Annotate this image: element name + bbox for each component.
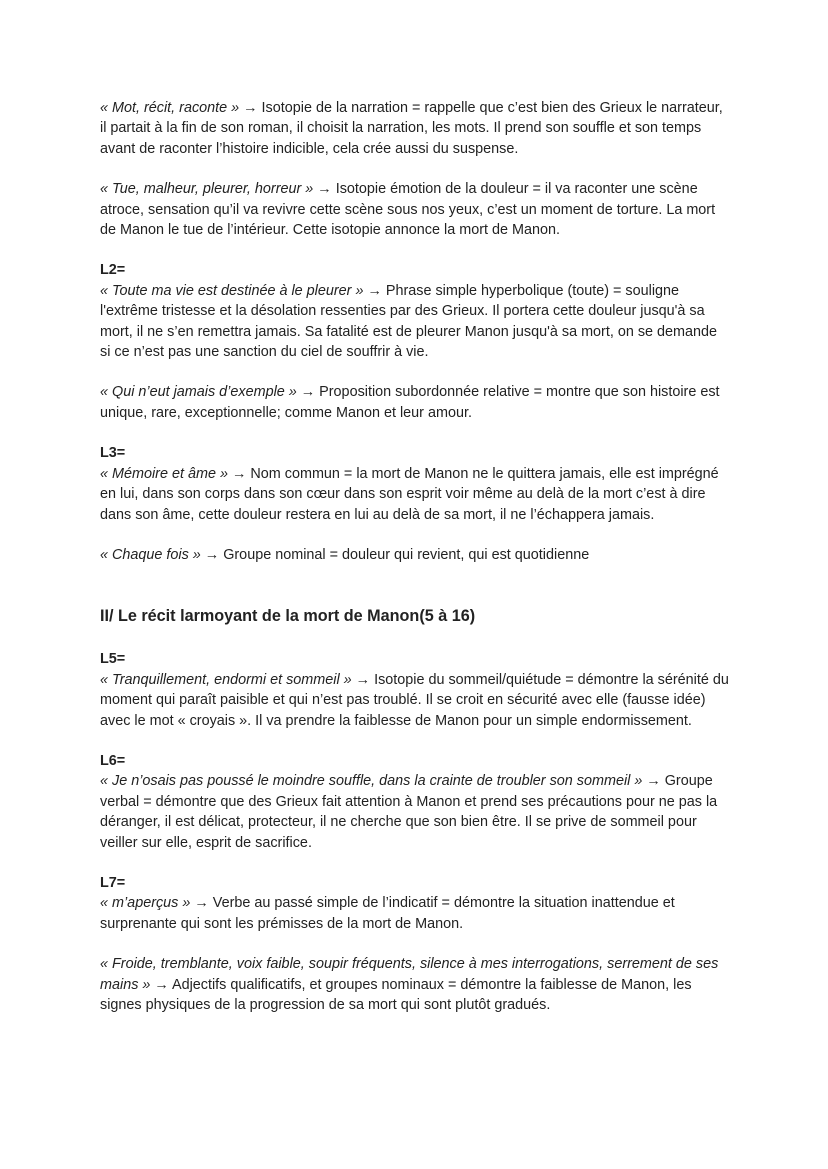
line-label: L3= <box>100 445 126 462</box>
line-label: L5= <box>100 651 126 668</box>
quoted-excerpt: « Tranquillement, endormi et sommeil » <box>100 671 352 688</box>
quoted-excerpt: « Qui n’eut jamais d’exemple » <box>100 384 297 401</box>
quoted-excerpt: « Toute ma vie est destinée à le pleurer » <box>100 282 364 299</box>
line-label: L2= <box>100 262 126 279</box>
paragraph <box>100 545 730 565</box>
analysis-text: → Proposition subordonnée relative = montre que son histoire est unique, rare, exceptionnelle; comme Manon et leur amour. <box>100 384 720 421</box>
analysis-text: → Isotopie de la narration = rappelle que c’est bien des Grieux le narrateur, il partait à la fin de son roman, il choisit la narration, les mots. Il prend son souffle et son temps avant de raconter l’histoire indicible, cela crée aussi du suspense. <box>100 100 723 157</box>
quoted-excerpt: « m’aperçus » <box>100 895 191 912</box>
line-label: L6= <box>100 752 126 769</box>
analysis-text: → Phrase simple hyperbolique (toute) = souligne l'extrême tristesse et la désolation ressenties par des Grieux. Il portera cette douleur jusqu'à sa mort, il ne s’en remettra jamais. Sa fatalité est de pleurer Manon jusqu'à sa mort, on se demande si ce n’est pas une sanction du ciel de souffrir à vie. <box>100 282 718 361</box>
analysis-text: → Adjectifs qualificatifs, et groupes nominaux = démontre la faiblesse de Manon, les signes physiques de la progression de sa mort qui sont plutôt gradués. <box>100 976 692 1013</box>
analysis-text: → Verbe au passé simple de l’indicatif = démontre la situation inattendue et surprenante qui sont les prémisses de la mort de Manon. <box>100 895 675 932</box>
paragraph <box>100 281 730 363</box>
paragraph <box>100 771 730 853</box>
analysis-text: → Groupe verbal = démontre que des Grieux fait attention à Manon et prend ses précautions pour ne pas la déranger, il est délicat, protecteur, il ne cherche que son bien être. Il se prive de sommeil pour veiller sur elle, esprit de sacrifice. <box>100 773 718 851</box>
paragraph <box>100 893 730 934</box>
paragraph <box>100 954 730 1015</box>
paragraph <box>100 670 730 731</box>
quoted-excerpt: « Je n’osais pas poussé le moindre souffle, dans la crainte de troubler son sommeil » <box>100 773 643 790</box>
quoted-excerpt: « Froide, tremblante, voix faible, soupir fréquents, silence à mes interrogations, serrement de ses mains » <box>100 956 719 993</box>
line-label: L7= <box>100 874 126 891</box>
quoted-excerpt: « Chaque fois » <box>100 546 201 563</box>
section-heading: II/ Le récit larmoyant de la mort de Manon(5 à 16) <box>100 607 476 626</box>
quoted-excerpt: « Mot, récit, raconte » <box>100 100 240 116</box>
analysis-text: → Nom commun = la mort de Manon ne le quittera jamais, elle est imprégné en lui, dans son corps dans son cœur dans son esprit voir même au delà de la mort c’est à dire dans son âme, cette douleur restera en lui au delà de sa mort, il ne l’échappera jamais. <box>100 465 719 523</box>
analysis-text: → Isotopie du sommeil/quiétude = démontre la sérénité du moment qui paraît paisible et qui n’est pas troublé. Il se croit en sécurité avec elle (fausse idée) avec le mot « croyais ». Il va prendre la faiblesse de Manon pour un simple endormissement. <box>100 671 729 729</box>
analysis-text: → Groupe nominal = douleur qui revient, qui est quotidienne <box>200 546 590 563</box>
document-page <box>100 98 730 1015</box>
quoted-excerpt: « Mémoire et âme » <box>100 465 228 482</box>
quoted-excerpt: « Tue, malheur, pleurer, horreur » <box>100 181 314 198</box>
paragraph <box>100 98 730 159</box>
paragraph <box>100 464 730 525</box>
paragraph <box>100 382 730 423</box>
analysis-text: → Isotopie émotion de la douleur = il va raconter une scène atroce, sensation qu’il va revivre cette scène sous nos yeux, c’est un moment de torture. La mort de Manon le tue de l’intérieur. Cette isotopie annonce la mort de Manon. <box>100 181 716 239</box>
paragraph <box>100 179 730 240</box>
